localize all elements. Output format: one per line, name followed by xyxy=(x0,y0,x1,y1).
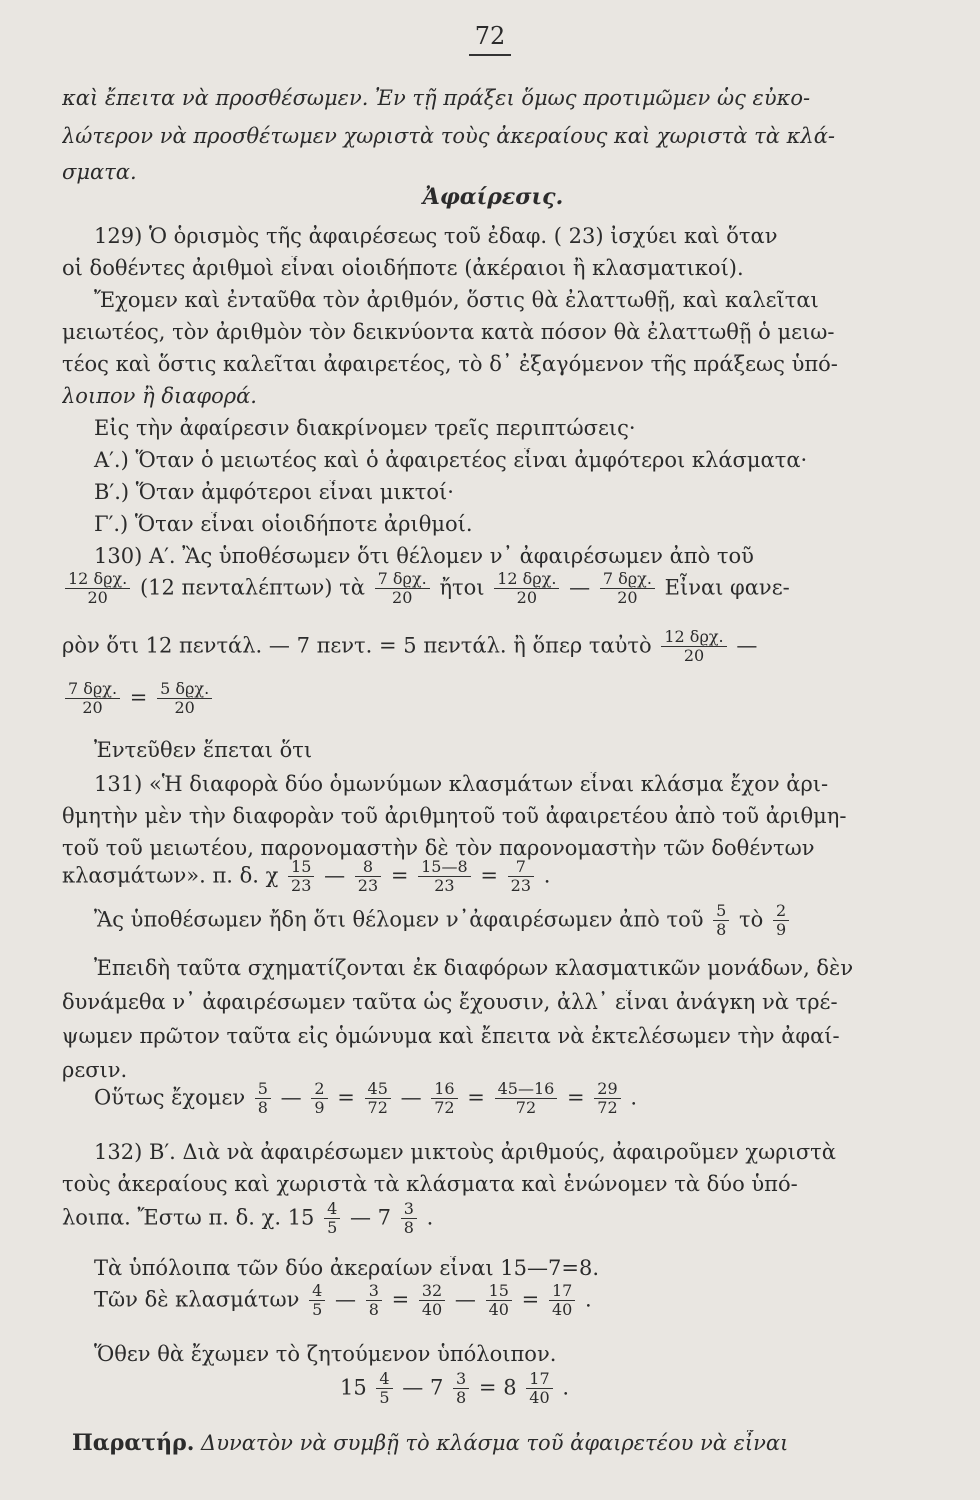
text-line: Εἰς τὴν ἀφαίρεσιν διακρίνομεν τρεῖς περιπτώσεις· xyxy=(94,416,636,440)
fraction: $\frac{5}{8}$ xyxy=(255,1080,271,1118)
fraction: $\frac{4}{5}$ xyxy=(324,1200,340,1238)
fraction: $\frac{7}{23}$ xyxy=(508,858,534,896)
text-line: τοῦ τοῦ μειωτέου, παρονομαστὴν δὲ τὸν παρονομαστὴν τῶν δοθέντων xyxy=(62,836,815,860)
remark-line: Παρατήρ. Δυνατὸν νὰ συμβῇ τὸ κλάσμα τοῦ ἀφαιρετέου νὰ εἶναι xyxy=(72,1430,789,1456)
text-line: τοὺς ἀκεραίους καὶ χωριστὰ τὰ κλάσματα καὶ ἑνώνομεν τὰ δύο ὑπό- xyxy=(62,1172,798,1196)
fraction: $\frac{3}{8}$ xyxy=(453,1370,469,1408)
text-line: καὶ ἔπειτα νὰ προσθέσωμεν. Ἐν τῇ πράξει ὅμως προτιμῶμεν ὡς εὐκο- xyxy=(62,86,811,110)
formula-line: Ἂς ὑποθέσωμεν ἤδη ὅτι θέλομεν ν᾽ἀφαιρέσωμεν ἀπὸ τοῦ $\frac{5}{8}$ τὸ $\frac{2}{9}$ xyxy=(62,902,924,940)
text-line: Ἐπειδὴ ταῦτα σχηματίζονται ἐκ διαφόρων κλασματικῶν μονάδων, δὲν xyxy=(94,956,854,980)
fraction: $\frac{16}{72}$ xyxy=(431,1080,457,1118)
fraction: $\frac{15—8}{23}$ xyxy=(418,858,471,896)
text-line: τέος καὶ ὅστις καλεῖται ἀφαιρετέος, τὸ δ᾽ ἐξαγόμενον τῆς πράξεως ὑπό- xyxy=(62,352,838,376)
text-line: 132) Β′. Διὰ νὰ ἀφαιρέσωμεν μικτοὺς ἀριθμούς, ἀφαιροῦμεν χωριστὰ xyxy=(94,1140,836,1164)
text-line: Ἔχομεν καὶ ἐνταῦθα τὸν ἀριθμόν, ὅστις θὰ ἐλαττωθῇ, καὶ καλεῖται xyxy=(94,288,819,312)
fraction: $\frac{15}{40}$ xyxy=(486,1282,512,1320)
text-line: Τὰ ὑπόλοιπα τῶν δύο ἀκεραίων εἶναι 15—7=8. xyxy=(94,1256,600,1280)
text-line: λοιπον ἢ διαφορά. xyxy=(62,384,257,408)
fraction: 12 δϱχ. 20 xyxy=(65,570,130,608)
formula-line: 7 δϱχ. 20 = 5 δϱχ. 20 xyxy=(62,680,924,718)
fraction: 7 δϱχ. 20 xyxy=(375,570,430,608)
fraction: $\frac{32}{40}$ xyxy=(419,1282,445,1320)
formula-line: Τῶν δὲ κλασμάτων $\frac{4}{5}$ — $\frac{3}{8}$ = $\frac{32}{40}$ — $\frac{15}{40}$ = $\frac{17}{40}$ . xyxy=(94,1282,592,1320)
text-line: δυνάμεθα ν᾽ ἀφαιρέσωμεν ταῦτα ὡς ἔχουσιν, ἀλλ᾽ εἶναι ἀνάγκη νὰ τρέ- xyxy=(62,990,838,1014)
formula-line: λοιπα. Ἔστω π. δ. χ. 15 $\frac{4}{5}$ — 7 $\frac{3}{8}$ . xyxy=(62,1200,434,1238)
text-line: 129) Ὁ ὁρισμὸς τῆς ἀφαιρέσεως τοῦ ἐδαφ. ( 23) ἰσχύει καὶ ὅταν xyxy=(94,224,778,248)
text-line: 130) Α′. Ἂς ὑποθέσωμεν ὅτι θέλομεν ν᾽ ἀφαιρέσωμεν ἀπὸ τοῦ xyxy=(94,544,754,568)
fraction: $\frac{4}{5}$ xyxy=(309,1282,325,1320)
fraction: $\frac{15}{23}$ xyxy=(288,858,314,896)
fraction: $\frac{8}{23}$ xyxy=(355,858,381,896)
remark-label: Παρατήρ. xyxy=(72,1430,195,1456)
text-line: 131) «Ἡ διαφορὰ δύο ὁμωνύμων κλασμάτων εἶναι κλάσμα ἔχον ἀρι- xyxy=(94,772,829,796)
formula-line: ρὸν ὅτι 12 πεντάλ. — 7 πεντ. = 5 πεντάλ. ἢ ὅπερ ταὐτὸ 12 δϱχ. 20 — xyxy=(62,628,758,666)
fraction: $\frac{17}{40}$ xyxy=(526,1370,552,1408)
fraction: $\frac{45—16}{72}$ xyxy=(495,1080,558,1118)
text-line: θμητὴν μὲν τὴν διαφορὰν τοῦ ἀριθμητοῦ τοῦ ἀφαιρετέου ἀπὸ τοῦ ἀριθμη- xyxy=(62,804,847,828)
text-line: Α′.) Ὅταν ὁ μειωτέος καὶ ὁ ἀφαιρετέος εἶναι ἀμφότεροι κλάσματα· xyxy=(94,448,808,472)
text-line: ρεσιν. xyxy=(62,1058,128,1082)
fraction: 7 δϱχ. 20 xyxy=(600,570,655,608)
fraction: 12 δϱχ. 20 xyxy=(661,628,726,666)
text-line: Γ′.) Ὅταν εἶναι οἱοιδήποτε ἀριθμοί. xyxy=(94,512,473,536)
page-header xyxy=(0,22,980,56)
fraction: $\frac{3}{8}$ xyxy=(366,1282,382,1320)
text-line: Ἐντεῦθεν ἕπεται ὅτι xyxy=(94,738,313,762)
formula-line: 12 δϱχ. 20 (12 πενταλέπτων) τὰ 7 δϱχ. 20 ἤτοι 12 δϱχ. 20 — 7 δϱχ. 20 Εἶναι φανε- xyxy=(62,570,924,608)
text-line: Β′.) Ὅταν ἀμφότεροι εἶναι μικτοί· xyxy=(94,480,454,504)
formula-line: κλασμάτων». π. δ. χ $\frac{15}{23}$ — $\frac{8}{23}$ = $\frac{15—8}{23}$ = $\frac{7}{23}$ . xyxy=(62,858,551,896)
formula-line: Οὕτως ἔχομεν $\frac{5}{8}$ — $\frac{2}{9}$ = $\frac{45}{72}$ — $\frac{16}{72}$ = $\frac{45—16}{72}$ = $\frac{29}{72}$ . xyxy=(94,1080,638,1118)
fraction: $\frac{2}{9}$ xyxy=(311,1080,327,1118)
formula-line: 15 $\frac{4}{5}$ — 7 $\frac{3}{8}$ = 8 $\frac{17}{40}$ . xyxy=(340,1370,570,1408)
fraction: $\frac{29}{72}$ xyxy=(594,1080,620,1118)
text-line: σματα. xyxy=(62,160,137,184)
fraction: $\frac{4}{5}$ xyxy=(376,1370,392,1408)
fraction: 7 δϱχ. 20 xyxy=(65,680,120,718)
section-heading: Ἀφαίρεσις. xyxy=(422,184,564,210)
text-line: μειωτέος, τὸν ἀριθμὸν τὸν δεικνύοντα κατὰ πόσον θὰ ἐλαττωθῇ ὁ μειω- xyxy=(62,320,835,344)
page-number: 72 xyxy=(469,22,512,56)
text-line: ψωμεν πρῶτον ταῦτα εἰς ὁμώνυμα καὶ ἔπειτα νὰ ἐκτελέσωμεν τὴν ἀφαί- xyxy=(62,1024,840,1048)
fraction: $\frac{3}{8}$ xyxy=(401,1200,417,1238)
fraction: 5 δϱχ. 20 xyxy=(157,680,212,718)
fraction: $\frac{17}{40}$ xyxy=(549,1282,575,1320)
fraction: $\frac{5}{8}$ xyxy=(713,902,729,940)
text-line: λώτερον νὰ προσθέτωμεν χωριστὰ τοὺς ἀκεραίους καὶ χωριστὰ τὰ κλά- xyxy=(62,124,835,148)
text-line: Ὅθεν θὰ ἔχωμεν τὸ ζητούμενον ὑπόλοιπον. xyxy=(94,1342,557,1366)
fraction: 12 δϱχ. 20 xyxy=(494,570,559,608)
fraction: $\frac{45}{72}$ xyxy=(365,1080,391,1118)
fraction: $\frac{2}{9}$ xyxy=(773,902,789,940)
text-line: οἱ δοθέντες ἀριθμοὶ εἶναι οἱοιδήποτε (ἀκέραιοι ἢ κλασματικοί). xyxy=(62,256,744,280)
